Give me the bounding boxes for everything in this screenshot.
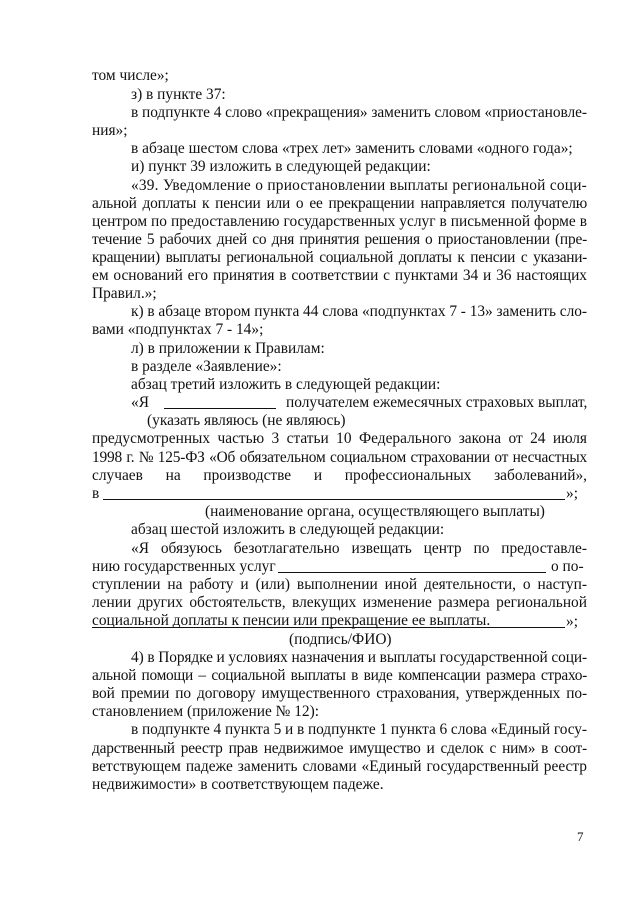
fill-blank-line — [164, 408, 276, 409]
text-line: альной доплаты к пенсии или о ее прекращении направляется получателю — [92, 195, 587, 212]
text-line: случаев на производстве и профессиональных заболеваний», — [92, 467, 587, 484]
text-line: течение 5 рабочих дней со дня принятия решения о приостановлении (пре- — [92, 231, 587, 248]
text-line: дарственный реестр прав недвижимое имущество и сделок с ним» в соот- — [92, 740, 587, 757]
text-line: том числе»; — [92, 67, 169, 84]
text-line: «39. Уведомление о приостановлении выплаты региональной соци- — [131, 177, 587, 194]
text-line: ем оснований его принятия в соответствии с пунктами 34 и 36 настоящих — [92, 267, 587, 284]
hint-caption: (подпись/ФИО) — [289, 631, 392, 648]
text-line: социальной доплаты к пенсии или прекращение ее выплаты. — [92, 612, 491, 629]
text-line: абзац шестой изложить в следующей редакции: — [131, 521, 445, 538]
fill-blank-line — [278, 572, 546, 573]
hint-caption: (наименование органа, осуществляющего выплаты) — [205, 503, 545, 520]
text-line: в подпункте 4 слово «прекращения» заменить словом «приостановле- — [131, 104, 587, 121]
text-line: «Я обязуюсь безотлагательно извещать центр по предоставле- — [131, 540, 587, 557]
text-line: ния»; — [92, 122, 128, 139]
text-line: в абзаце шестом слова «трех лет» заменить словами «одного года»; — [131, 140, 573, 157]
text-line: вой премии по договору имущественного страхования, утвержденных по- — [92, 685, 587, 702]
fill-blank-line — [103, 499, 565, 500]
text-line: о по- — [551, 558, 584, 575]
text-line: в разделе «Заявление»: — [131, 358, 282, 375]
text-line: 1998 г. № 125-ФЗ «Об обязательном социальном страховании от несчастных — [92, 449, 587, 466]
text-line: ступлении на работу и (или) выполнении иной деятельности, о наступ- — [92, 576, 587, 593]
text-line: нию государственных услуг — [92, 558, 276, 575]
text-line: недвижимости» в соответствующем падеже. — [92, 776, 384, 793]
text-line: в подпункте 4 пункта 5 и в подпункте 1 пункта 6 слова «Единый госу- — [131, 721, 587, 738]
quote-start: «Я — [131, 394, 149, 411]
text-line: вами «подпунктах 7 - 14»; — [92, 321, 264, 338]
text-line: ветствующем падеже заменить словами «Единый государственный реестр — [92, 758, 587, 775]
text-line: »; — [566, 485, 578, 502]
text-line: в — [92, 485, 100, 502]
text-line: и) пункт 39 изложить в следующей редакции: — [131, 158, 431, 175]
text-line: к) в абзаце втором пункта 44 слова «подпунктах 7 - 13» заменить сло- — [131, 303, 587, 320]
fill-blank-line — [92, 627, 565, 628]
text-line: получателем ежемесячных страховых выплат, — [286, 394, 588, 411]
text-line: лении других обстоятельств, влекущих изменение размера региональной — [92, 594, 587, 611]
text-line: 4) в Порядке и условиях назначения и выплаты государственной соци- — [131, 649, 588, 666]
text-line: Правил.»; — [92, 285, 157, 302]
page-number: 7 — [577, 829, 584, 844]
text-line: л) в приложении к Правилам: — [131, 340, 325, 357]
text-line: абзац третий изложить в следующей редакции: — [131, 376, 441, 393]
text-line: центром по предоставлению государственных услуг в письменной форме в — [92, 213, 587, 230]
text-line: »; — [566, 613, 578, 630]
text-line: кращении) выплаты региональной социальной доплаты к пенсии с указани- — [92, 249, 587, 266]
hint-caption: (указать являюсь (не являюсь) — [147, 412, 346, 429]
text-line: предусмотренных частью 3 статьи 10 Федерального закона от 24 июля — [92, 430, 587, 447]
text-line: становлением (приложение № 12): — [92, 703, 319, 720]
text-line: з) в пункте 37: — [131, 86, 226, 103]
text-line: альной помощи – социальной выплаты в виде компенсации размера страхо- — [92, 667, 587, 684]
